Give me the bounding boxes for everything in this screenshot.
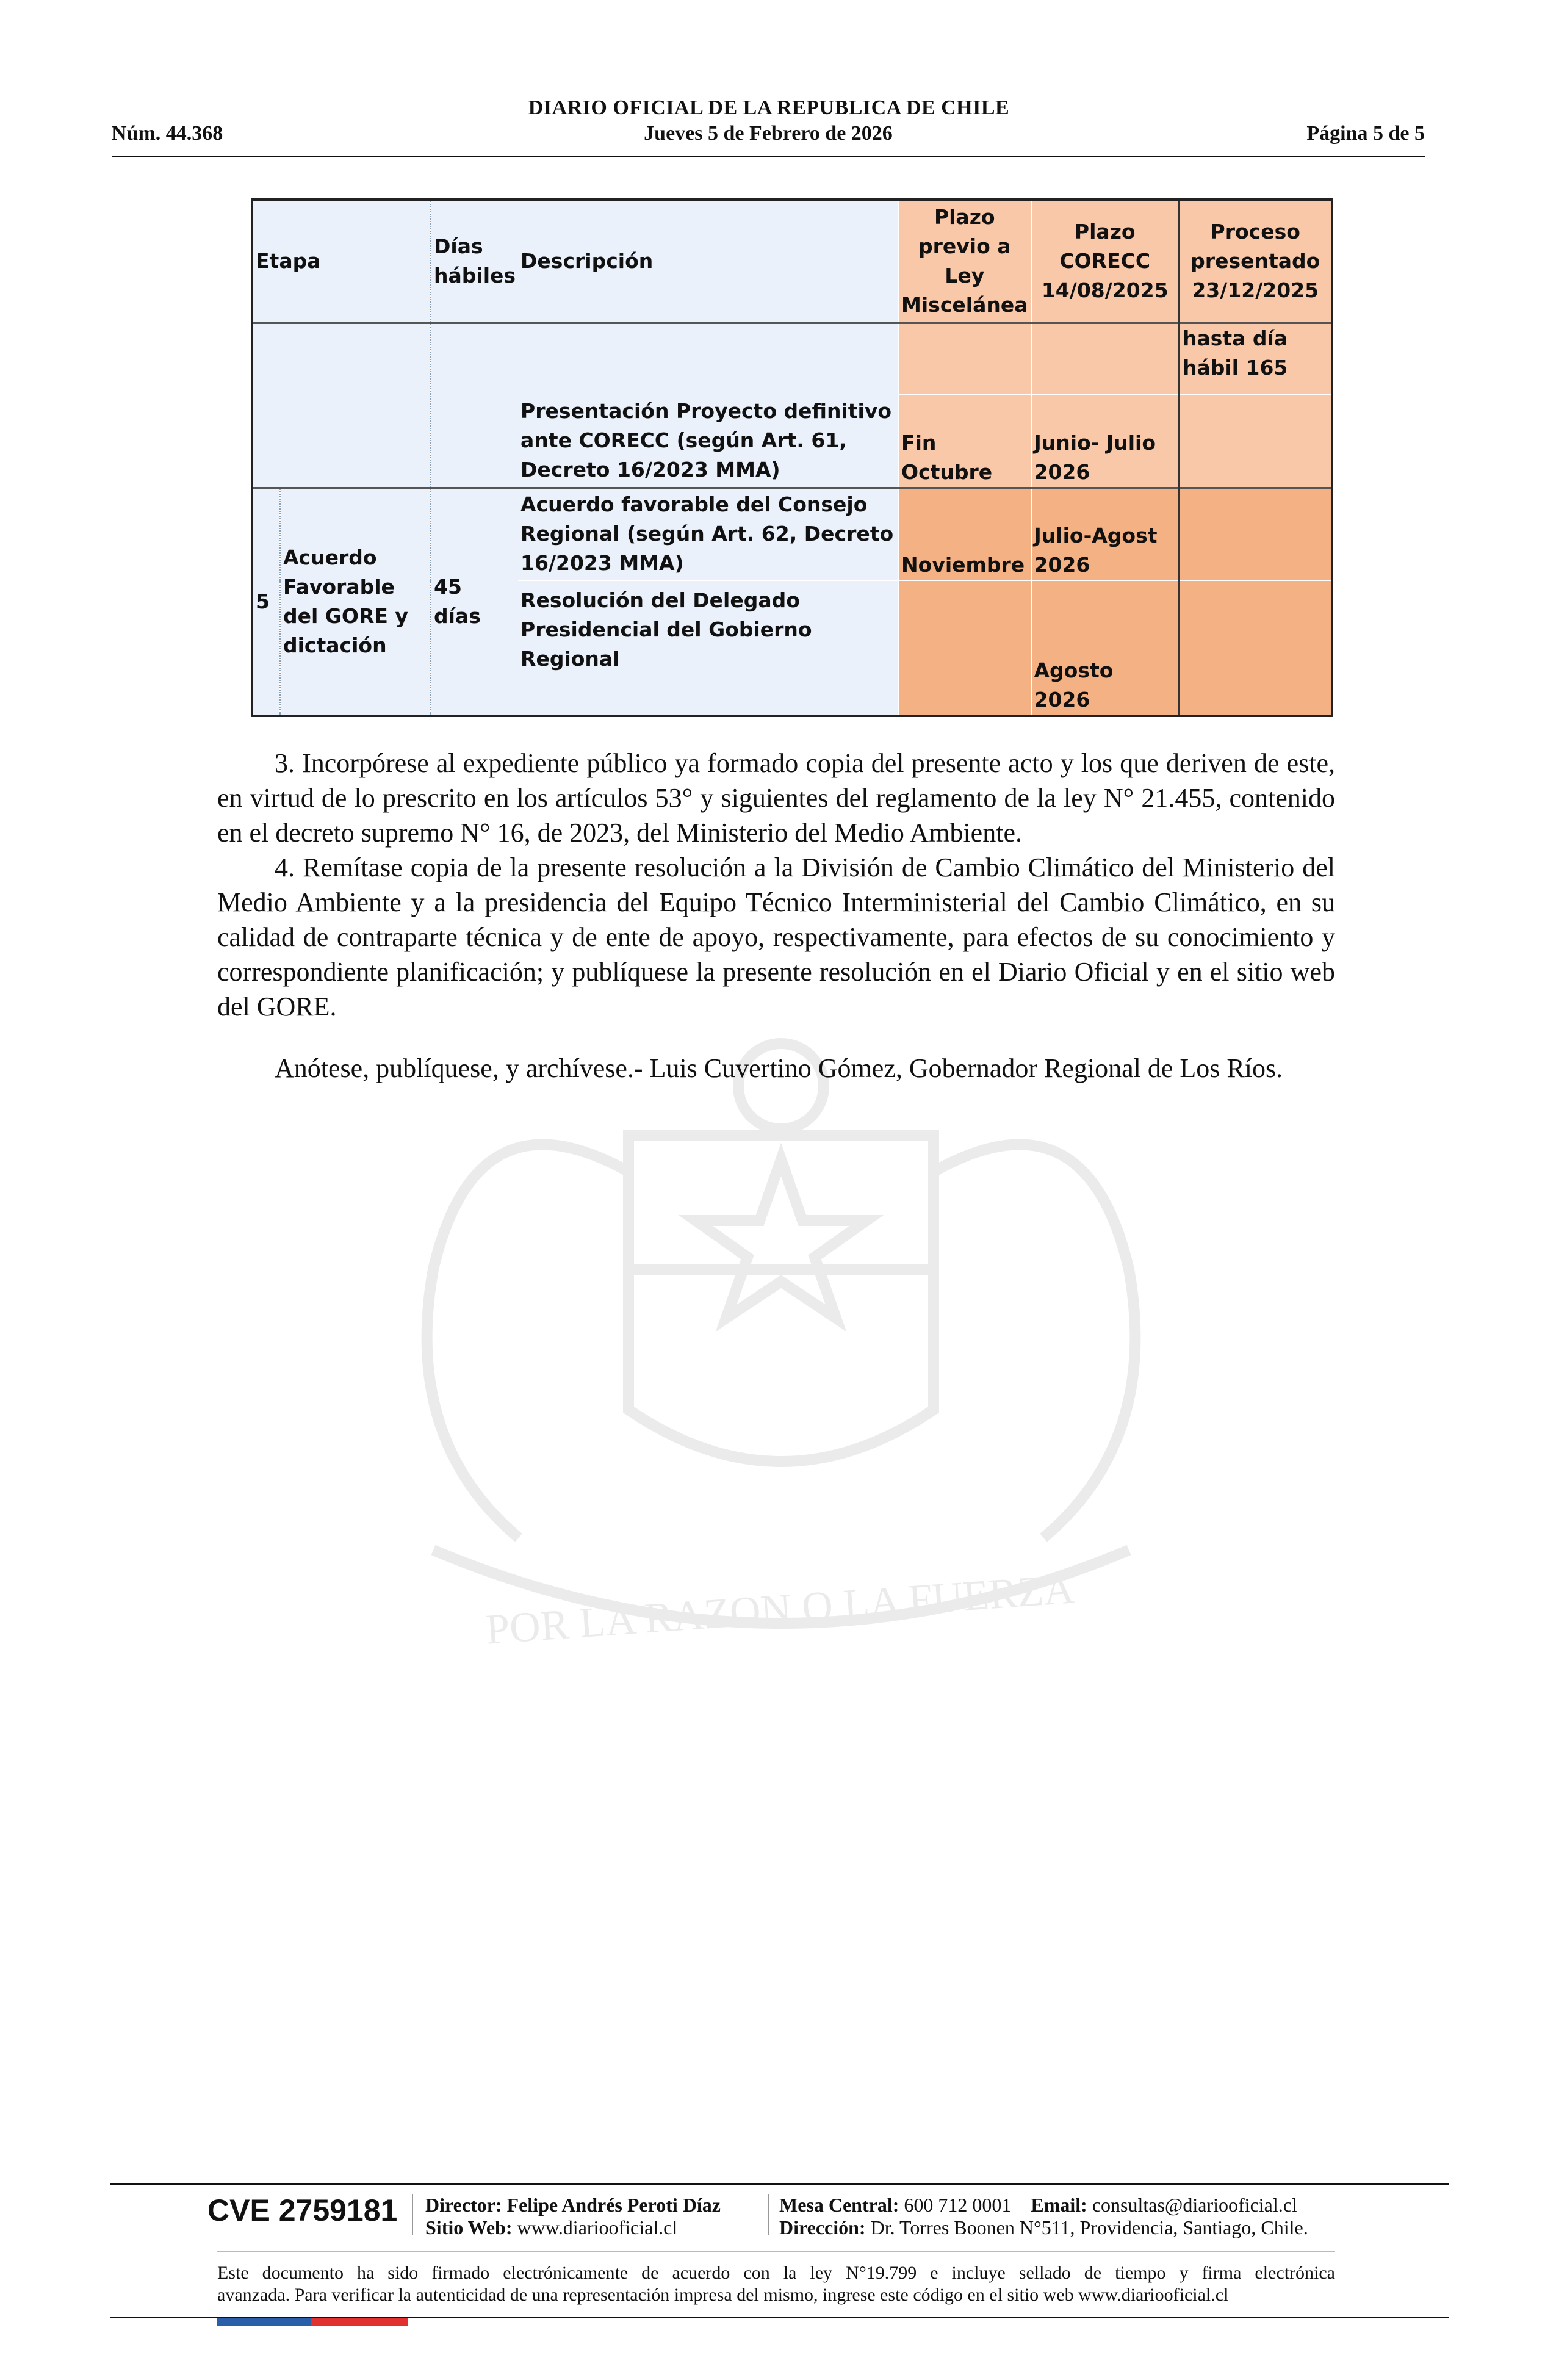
header-proceso: Proceso presentado 23/12/2025: [1180, 200, 1332, 323]
row-3-descripcion: Resolución del Delegado Presidencial del Gobierno Regional: [518, 580, 898, 716]
address-label: Dirección:: [779, 2216, 866, 2238]
cve-code: CVE 2759181: [207, 2193, 398, 2227]
header-plazo-previo: Plazo previo a Ley Miscelánea: [898, 200, 1031, 323]
table-row: [252, 488, 1332, 580]
row-3-plazo-corecc: Agosto 2026: [1031, 580, 1180, 716]
header-dias: Días hábiles: [431, 200, 518, 323]
footer-contact-block: [779, 2194, 1308, 2239]
website-label: Sitio Web:: [425, 2216, 513, 2238]
header-plazo-corecc: Plazo CORECC 14/08/2025: [1031, 200, 1180, 323]
stage-name: Acuerdo Favorable del GORE y dictación: [280, 488, 431, 716]
director-name: Felipe Andrés Peroti Díaz: [506, 2194, 721, 2216]
footer-divider: [110, 2183, 1449, 2185]
table-row: [252, 394, 1332, 488]
director-label: Director:: [425, 2194, 502, 2216]
stage-days: 45 días: [431, 488, 518, 716]
flag-bar-blue: [217, 2318, 311, 2326]
flag-bar-red: [311, 2318, 408, 2326]
row-2-descripcion: Acuerdo favorable del Consejo Regional (según Art. 62, Decreto 16/2023 MMA): [518, 488, 898, 580]
legal-notice: [217, 2262, 1335, 2306]
row-2-plazo-corecc: Julio-Agost 2026: [1031, 488, 1180, 580]
header-divider: [112, 156, 1425, 157]
row-1-plazo-previo: Fin Octubre: [898, 394, 1031, 488]
page-indicator: Página 5 de 5: [1306, 122, 1425, 145]
schedule-table: [251, 198, 1333, 717]
table-header-row: [252, 200, 1332, 323]
closing-paragraph: Anótese, publíquese, y archívese.- Luis Cuvertino Gómez, Gobernador Regional de Los Ríos.: [275, 1053, 1283, 1083]
footer-director-block: [425, 2194, 721, 2239]
row-2-plazo-previo: Noviembre: [898, 488, 1031, 580]
website-link[interactable]: www.diariooficial.cl: [517, 2216, 678, 2238]
newspaper-title: DIARIO OFICIAL DE LA REPUBLICA DE CHILE: [528, 96, 1010, 119]
header-descripcion: Descripción: [518, 200, 898, 323]
coat-of-arms-icon: [201, 1013, 1361, 1715]
paragraph-3: 3. Incorpórese al expediente público ya formado copia del presente acto y los que deriven de este, en virtud de lo prescrito en los artículos 53° y siguientes del reglamento de la ley N° 21.455, contenido en el decreto supremo N° 16, de 2023, del Ministerio del Medio Ambiente.: [217, 748, 1335, 848]
row-3-plazo-previo: [898, 580, 1031, 716]
legal-line-2: avanzada. Para verificar la autenticidad de una representación impresa del mismo, ingrese este código en el sitio web www.diariooficial.cl: [217, 2285, 1229, 2305]
footer-thin-divider: [217, 2251, 1335, 2252]
footer-separator: [412, 2194, 413, 2235]
legal-line-1: Este documento ha sido firmado electrónicamente de acuerdo con la ley N°19.799 e incluye sellado de tiempo y firma electrónica: [217, 2263, 1335, 2283]
mesa-label: Mesa Central:: [779, 2194, 899, 2216]
row-1-descripcion: Presentación Proyecto definitivo ante CORECC (según Art. 61, Decreto 16/2023 MMA): [518, 394, 898, 488]
email-label: Email:: [1031, 2194, 1087, 2216]
issue-date: Jueves 5 de Febrero de 2026: [644, 122, 893, 145]
email-link[interactable]: consultas@diariooficial.cl: [1092, 2194, 1297, 2216]
header-etapa: Etapa: [252, 200, 431, 323]
table-row: [252, 323, 1332, 394]
mesa-phone: 600 712 0001: [904, 2194, 1012, 2216]
coat-of-arms-watermark: [201, 1013, 1361, 1715]
stage-number: 5: [252, 488, 280, 716]
address-value: Dr. Torres Boonen N°511, Providencia, Santiago, Chile.: [870, 2216, 1308, 2238]
footer-bottom-divider: [110, 2317, 1449, 2318]
paragraph-4: 4. Remítase copia de la presente resolución a la División de Cambio Climático del Ministerio del Medio Ambiente y a la presidencia del Equipo Técnico Interministerial del Cambio Climático, en su calidad de contraparte técnica y de ente de apoyo, respectivamente, para efectos de su conocimiento y correspondiente planificación; y publíquese la presente resolución en el Diario Oficial y en el sitio web del GORE.: [217, 853, 1335, 1022]
watermark-motto: POR LA RAZON O LA FUERZA: [484, 1565, 1076, 1654]
footer-separator: [768, 2194, 769, 2235]
issue-number: Núm. 44.368: [112, 122, 223, 145]
row-1-plazo-corecc: Junio- Julio 2026: [1031, 394, 1180, 488]
proceso-note: hasta día hábil 165: [1180, 323, 1332, 394]
